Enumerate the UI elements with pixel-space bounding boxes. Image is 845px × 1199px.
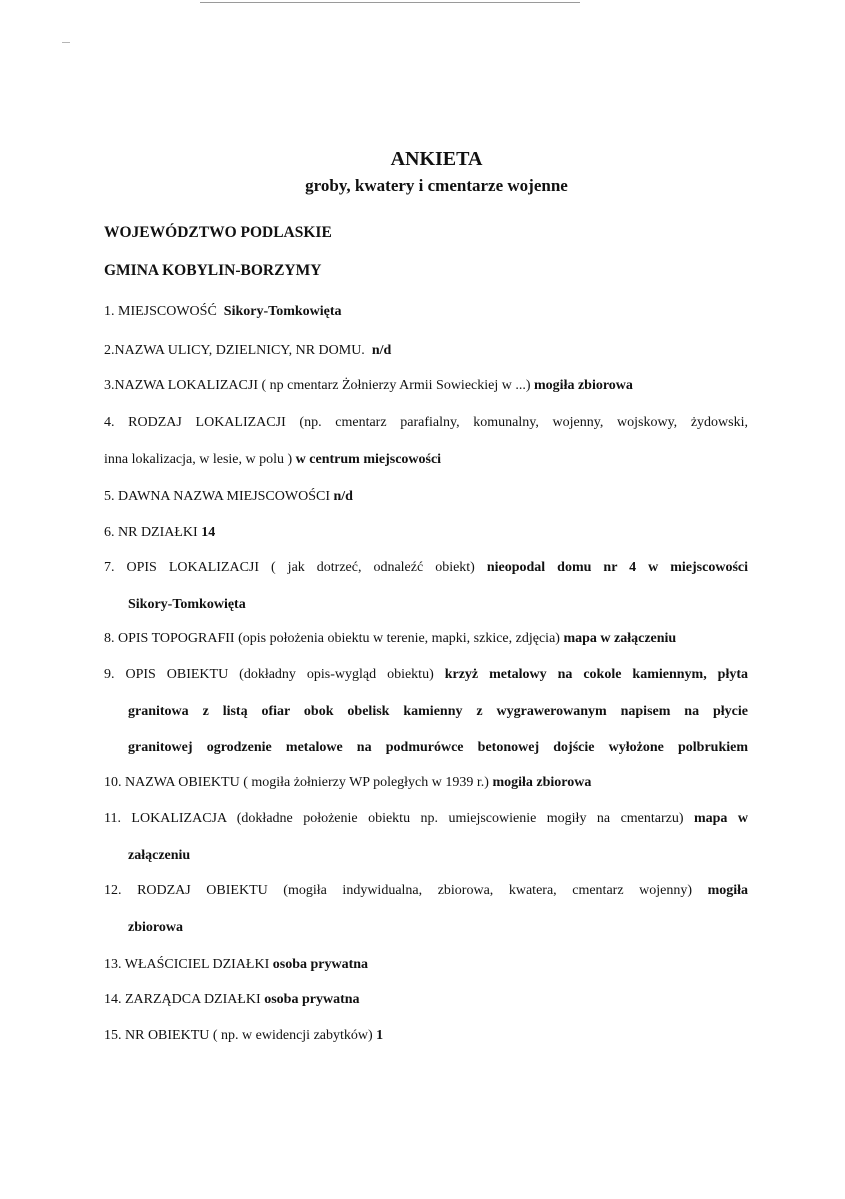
item-12-value-2: zbiorowa (128, 920, 183, 935)
item-6-label: 6. NR DZIAŁKI (104, 525, 198, 540)
item-4-line-2 (104, 451, 441, 469)
item-11-value-1: mapa w (693, 811, 748, 826)
item-10 (104, 774, 591, 792)
item-1 (104, 303, 342, 321)
item-12-value-1: mogiła (707, 883, 749, 898)
item-13 (104, 956, 368, 974)
item-14-value: osoba prywatna (264, 992, 360, 1007)
item-15 (104, 1027, 383, 1045)
item-10-label: 10. NAZWA OBIEKTU ( mogiła żołnierzy WP poległych w 1939 r.) (104, 775, 489, 790)
item-11-label: 11. LOKALIZACJA (dokładne położenie obiektu np. umiejscowienie mogiły na cmentarzu) (104, 811, 684, 826)
item-11-value-2: załączeniu (128, 848, 191, 863)
item-8 (104, 630, 676, 648)
item-2 (104, 342, 391, 360)
item-9-value-1: krzyż metalowy na cokole kamiennym, płyta (444, 667, 748, 682)
item-9-label: 9. OPIS OBIEKTU (dokładny opis-wygląd obiektu) (104, 667, 434, 682)
scan-mark (62, 42, 70, 43)
item-13-value: osoba prywatna (272, 957, 369, 972)
region-heading: WOJEWÓDZTWO PODLASKIE (104, 224, 332, 241)
item-1-label: 1. MIEJSCOWOŚĆ (104, 304, 217, 319)
item-9-value-2: granitowa z listą ofiar obok obelisk kamienny z wygrawerowanym napisem na płycie (128, 704, 748, 719)
item-9-value-3: granitowej ogrodzenie metalowe na podmurówce betonowej dojście wyłożone polbrukiem (128, 740, 748, 755)
commune-heading: GMINA KOBYLIN-BORZYMY (104, 262, 322, 279)
item-3-label: 3.NAZWA LOKALIZACJI ( np cmentarz Żołnierzy Armii Sowieckiej w ...) (104, 378, 531, 393)
item-3 (104, 377, 633, 395)
item-5-label: 5. DAWNA NAZWA MIEJSCOWOŚCI (104, 489, 330, 504)
document-title: ANKIETA (390, 148, 483, 170)
item-15-label: 15. NR OBIEKTU ( np. w ewidencji zabytków) (104, 1028, 373, 1043)
item-8-label: 8. OPIS TOPOGRAFII (opis położenia obiektu w terenie, mapki, szkice, zdjęcia) (104, 631, 560, 646)
document-subtitle: groby, kwatery i cmentarze wojenne (305, 176, 568, 195)
item-4-label: inna lokalizacja, w lesie, w polu ) (104, 452, 293, 467)
item-7-value-1: nieopodal domu nr 4 w miejscowości (486, 560, 748, 575)
item-6-value: 14 (201, 525, 216, 540)
item-11-line-1 (104, 810, 748, 828)
item-12-line-1 (104, 882, 748, 900)
item-14-label: 14. ZARZĄDCA DZIAŁKI (104, 992, 261, 1007)
item-14 (104, 991, 360, 1009)
item-9-line-1 (104, 666, 748, 684)
item-2-label: 2.NAZWA ULICY, DZIELNICY, NR DOMU. (104, 343, 365, 358)
item-4-line-1: 4. RODZAJ LOKALIZACJI (np. cmentarz parafialny, komunalny, wojenny, wojskowy, żydowski, (104, 415, 748, 430)
scan-edge-line (200, 2, 580, 3)
item-7-line-1 (104, 559, 748, 577)
item-7-label: 7. OPIS LOKALIZACJI ( jak dotrzeć, odnaleźć obiekt) (104, 560, 475, 575)
item-8-value: mapa w załączeniu (563, 631, 677, 646)
item-1-value: Sikory-Tomkowięta (223, 304, 342, 319)
item-5-value: n/d (333, 489, 353, 504)
item-3-value: mogiła zbiorowa (534, 378, 633, 393)
item-12-label: 12. RODZAJ OBIEKTU (mogiła indywidualna, zbiorowa, kwatera, cmentarz wojenny) (104, 883, 692, 898)
item-6 (104, 524, 215, 542)
item-5 (104, 488, 353, 506)
item-4-value: w centrum miejscowości (295, 452, 442, 467)
item-13-label: 13. WŁAŚCICIEL DZIAŁKI (104, 957, 270, 972)
item-7-value-2: Sikory-Tomkowięta (128, 597, 246, 612)
item-10-value: mogiła zbiorowa (492, 775, 592, 790)
item-15-value: 1 (376, 1028, 384, 1043)
item-2-value: n/d (371, 343, 392, 358)
